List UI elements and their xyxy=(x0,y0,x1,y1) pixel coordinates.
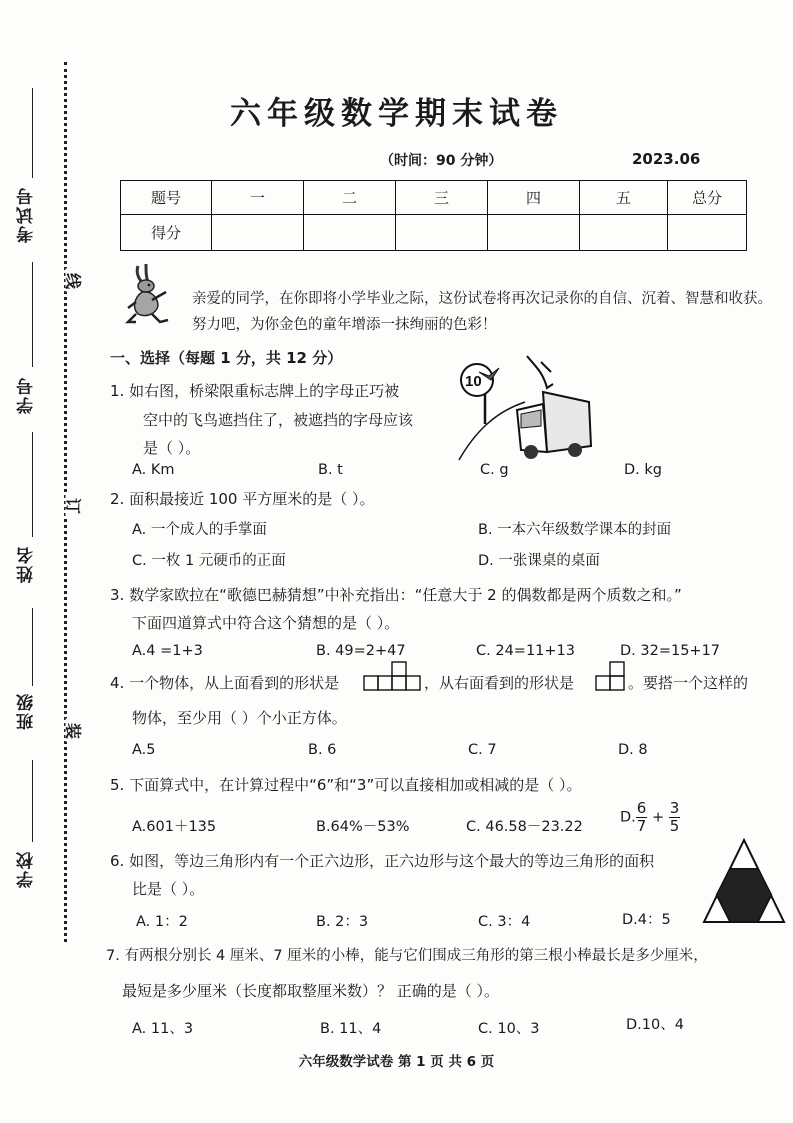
triangle-hexagon-figure xyxy=(702,838,786,924)
score-cell xyxy=(212,215,304,251)
q2-option-b: B. 一本六年级数学课本的封面 xyxy=(478,522,672,538)
q5-frac1-denominator: 7 xyxy=(636,817,647,835)
rabbit-illustration xyxy=(122,262,174,326)
q4-option-d: D. 8 xyxy=(618,742,648,758)
q1-line3: 是（ ）。 xyxy=(143,439,201,457)
q4-top-view-figure xyxy=(362,660,422,692)
q1-line1: 1. 如右图，桥梁限重标志牌上的字母正巧被 xyxy=(110,382,400,400)
exam-time: （时间：90 分钟） xyxy=(380,153,503,169)
q4-line1-part2: ，从右面看到的形状是 xyxy=(424,674,575,692)
q7-option-b: B. 11、4 xyxy=(320,1021,382,1037)
q4-right-view-figure xyxy=(594,660,626,692)
q6-line1: 6. 如图，等边三角形内有一个正六边形，正六边形与这个最大的等边三角形的面积 xyxy=(110,852,655,870)
q5-option-d-prefix: D. xyxy=(620,809,636,826)
q2-option-d: D. 一张课桌的桌面 xyxy=(478,553,600,569)
q5-fraction-2 xyxy=(669,800,681,835)
q1-option-d: D. kg xyxy=(624,462,662,478)
q4-option-c: C. 7 xyxy=(468,742,497,758)
q5-option-b: B.64%－53% xyxy=(316,819,410,835)
q5-frac2-numerator: 3 xyxy=(669,799,680,817)
name-label: 姓名 xyxy=(17,545,37,583)
q7-option-a: A. 11、3 xyxy=(132,1021,194,1037)
intro-message: 亲爱的同学，在你即将小学毕业之际，这份试卷将再次记录你的自信、沉着、智慧和收获。努力吧，为你金色的童年增添一抹绚丽的色彩！ xyxy=(192,291,772,333)
q4-line1-part3: 。要搭一个这样的 xyxy=(628,674,749,692)
score-cell xyxy=(668,215,747,251)
q5-frac1-numerator: 6 xyxy=(636,799,647,817)
score-col-1: 一 xyxy=(212,181,304,215)
exam-no-label: 考试号 xyxy=(17,186,37,243)
q6-option-b: B. 2：3 xyxy=(316,914,369,930)
q1-line2: 空中的飞鸟遮挡住了，被遮挡的字母应该 xyxy=(143,411,414,429)
q5-fraction-1 xyxy=(636,800,648,835)
student-no-label: 学号 xyxy=(17,376,37,414)
score-cell xyxy=(396,215,488,251)
score-col-2: 二 xyxy=(304,181,396,215)
q2-stem: 2. 面积最接近 100 平方厘米的是（ ）。 xyxy=(110,490,375,508)
score-col-4: 四 xyxy=(488,181,580,215)
q3-option-a: A.4 =1+3 xyxy=(132,643,203,659)
score-table-score-row xyxy=(121,215,747,251)
seal-char-ding: 订 xyxy=(65,495,82,515)
q6-option-a: A. 1：2 xyxy=(136,914,188,930)
q6-option-d: D.4：5 xyxy=(622,912,671,928)
q6-option-c: C. 3：4 xyxy=(478,914,531,930)
q7-line1: 7. 有两根分别长 4 厘米、7 厘米的小棒，能与它们围成三角形的第三根小棒最长是多少厘米， xyxy=(106,948,708,964)
exam-date: 2023.06 xyxy=(632,150,701,168)
limit-sign-number: 10 xyxy=(465,373,482,390)
student-no-blank xyxy=(32,262,33,367)
score-col-5: 五 xyxy=(580,181,668,215)
score-col-total: 总分 xyxy=(668,181,747,215)
bridge-truck-illustration xyxy=(455,352,597,462)
q7-option-d: D.10、4 xyxy=(626,1017,684,1033)
q7-line2: 最短是多少厘米（长度都取整厘米数）？ 正确的是（ ）。 xyxy=(122,982,500,1000)
q4-line1-part1: 4. 一个物体，从上面看到的形状是 xyxy=(110,674,340,692)
score-table xyxy=(120,180,747,251)
score-table-header-row xyxy=(121,181,747,215)
q1-option-a: A. Km xyxy=(132,462,175,478)
q1-option-b: B. t xyxy=(318,462,343,478)
q3-option-b: B. 49=2+47 xyxy=(316,643,406,659)
q2-option-c: C. 一枚 1 元硬币的正面 xyxy=(132,553,286,569)
exam-title: 六年级数学期末试卷 xyxy=(230,96,563,132)
q4-option-b: B. 6 xyxy=(308,742,337,758)
school-label: 学校 xyxy=(17,850,37,888)
section-1-heading: 一、选择（每题 1 分，共 12 分） xyxy=(110,349,343,367)
score-cell xyxy=(580,215,668,251)
q3-line2: 下面四道算式中符合这个猜想的是（ ）。 xyxy=(132,614,400,632)
q5-stem: 5. 下面算式中，在计算过程中“6”和“3”可以直接相加或相减的是（ ）。 xyxy=(110,776,582,794)
q3-line1: 3. 数学家欧拉在“歌德巴赫猜想”中补充指出：“任意大于 2 的偶数都是两个质数之和。” xyxy=(110,586,682,604)
q1-option-c: C. g xyxy=(480,462,509,478)
school-blank xyxy=(32,760,33,842)
score-cell xyxy=(304,215,396,251)
q5-frac2-denominator: 5 xyxy=(669,817,680,835)
q7-option-c: C. 10、3 xyxy=(478,1021,540,1037)
q5-option-a: A.601＋135 xyxy=(132,819,217,835)
score-col-3: 三 xyxy=(396,181,488,215)
name-blank xyxy=(32,432,33,537)
page-footer: 六年级数学试卷 第 1 页 共 6 页 xyxy=(298,1054,495,1070)
q3-option-c: C. 24=11+13 xyxy=(476,643,575,659)
q5-option-d xyxy=(620,800,680,835)
q4-option-a: A.5 xyxy=(132,742,156,758)
q5-plus-sign: + xyxy=(651,809,665,826)
q6-line2: 比是（ ）。 xyxy=(132,880,205,898)
seal-char-xian: 线 xyxy=(65,270,82,290)
score-cell xyxy=(488,215,580,251)
class-label: 班级 xyxy=(17,692,37,730)
q2-option-a: A. 一个成人的手掌面 xyxy=(132,522,267,538)
class-blank xyxy=(32,608,33,686)
score-row-label: 得分 xyxy=(121,215,212,251)
score-col-label: 题号 xyxy=(121,181,212,215)
seal-char-zhuang: 装 xyxy=(65,720,82,740)
q5-option-c: C. 46.58－23.22 xyxy=(466,819,583,835)
q4-line2: 物体，至少用（ ）个小正方体。 xyxy=(132,709,347,727)
q3-option-d: D. 32=15+17 xyxy=(620,643,721,659)
